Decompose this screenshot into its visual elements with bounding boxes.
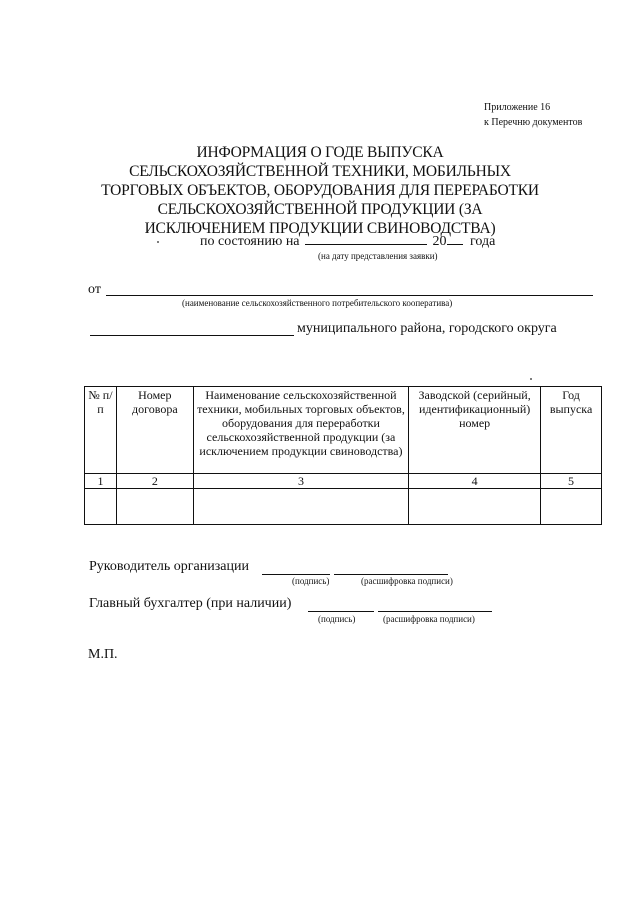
chief-accountant-label: Главный бухгалтер (при наличии) bbox=[89, 596, 292, 611]
year-blank-field[interactable] bbox=[447, 232, 463, 245]
table-row bbox=[85, 489, 602, 525]
year-prefix: 20 bbox=[432, 234, 447, 249]
cooperative-name-hint: (наименование сельскохозяйственного потребительского кооператива) bbox=[182, 298, 453, 308]
head-signature-hint: (подпись) bbox=[292, 576, 330, 586]
date-blank-field[interactable] bbox=[305, 232, 427, 245]
column-number: 3 bbox=[193, 474, 408, 489]
header-cell-index: № п/п bbox=[85, 387, 117, 474]
accountant-signature-hint: (подпись) bbox=[318, 614, 356, 624]
municipality-name-field[interactable] bbox=[90, 335, 294, 336]
header-cell-serial: Заводской (серийный, идентификационный) номер bbox=[409, 387, 541, 474]
column-number: 1 bbox=[85, 474, 117, 489]
table-cell-empty[interactable] bbox=[193, 489, 408, 525]
table-cell-empty[interactable] bbox=[541, 489, 602, 525]
table-cell-empty[interactable] bbox=[85, 489, 117, 525]
accountant-decode-hint: (расшифровка подписи) bbox=[383, 614, 475, 624]
table-cell-empty[interactable] bbox=[116, 489, 193, 525]
accountant-signature-field[interactable] bbox=[308, 611, 374, 612]
head-decode-hint: (расшифровка подписи) bbox=[361, 576, 453, 586]
table-cell-empty[interactable] bbox=[409, 489, 541, 525]
appendix-line-1: Приложение 16 bbox=[484, 102, 551, 113]
stamp-place-label: М.П. bbox=[88, 647, 118, 662]
year-suffix: года bbox=[470, 234, 496, 249]
header-cell-year: Год выпуска bbox=[541, 387, 602, 474]
column-number: 4 bbox=[409, 474, 541, 489]
header-cell-contract: Номер договора bbox=[116, 387, 193, 474]
table-header-row bbox=[85, 387, 602, 474]
head-signature-decode-field[interactable] bbox=[334, 574, 448, 575]
speck bbox=[157, 241, 159, 243]
as-of-hint: (на дату представления заявки) bbox=[318, 251, 438, 261]
head-of-organization-label: Руководитель организации bbox=[89, 559, 249, 574]
column-number: 2 bbox=[116, 474, 193, 489]
equipment-table bbox=[84, 386, 602, 525]
municipality-label: муниципального района, городского округа bbox=[297, 321, 557, 336]
as-of-prefix: по состоянию на bbox=[200, 234, 300, 249]
accountant-signature-decode-field[interactable] bbox=[378, 611, 492, 612]
column-number: 5 bbox=[541, 474, 602, 489]
document-title: ИНФОРМАЦИЯ О ГОДЕ ВЫПУСКА СЕЛЬСКОХОЗЯЙСТВЕННОЙ ТЕХНИКИ, МОБИЛЬНЫХ ТОРГОВЫХ ОБЪЕКТОВ, ОБОРУДОВАНИЯ ДЛЯ ПЕРЕРАБОТКИ СЕЛЬСКОХОЗЯЙСТВЕННОЙ ПРОДУКЦИИ (ЗА ИСКЛЮЧЕНИЕМ ПРОДУКЦИИ СВИНОВОДСТВА) bbox=[101, 144, 539, 237]
as-of-date-line bbox=[200, 232, 495, 250]
cooperative-name-field[interactable] bbox=[106, 295, 593, 296]
head-signature-field[interactable] bbox=[262, 574, 330, 575]
header-cell-name: Наименование сельскохозяйственной техники, мобильных торговых объектов, оборудования для переработки сельскохозяйственной продукции (за исключением продукции свиноводства) bbox=[193, 387, 408, 474]
appendix-line-2: к Перечню документов bbox=[484, 117, 583, 128]
speck bbox=[530, 378, 532, 380]
appendix-note bbox=[484, 100, 582, 130]
table-number-row bbox=[85, 474, 602, 489]
from-label: от bbox=[88, 282, 101, 297]
